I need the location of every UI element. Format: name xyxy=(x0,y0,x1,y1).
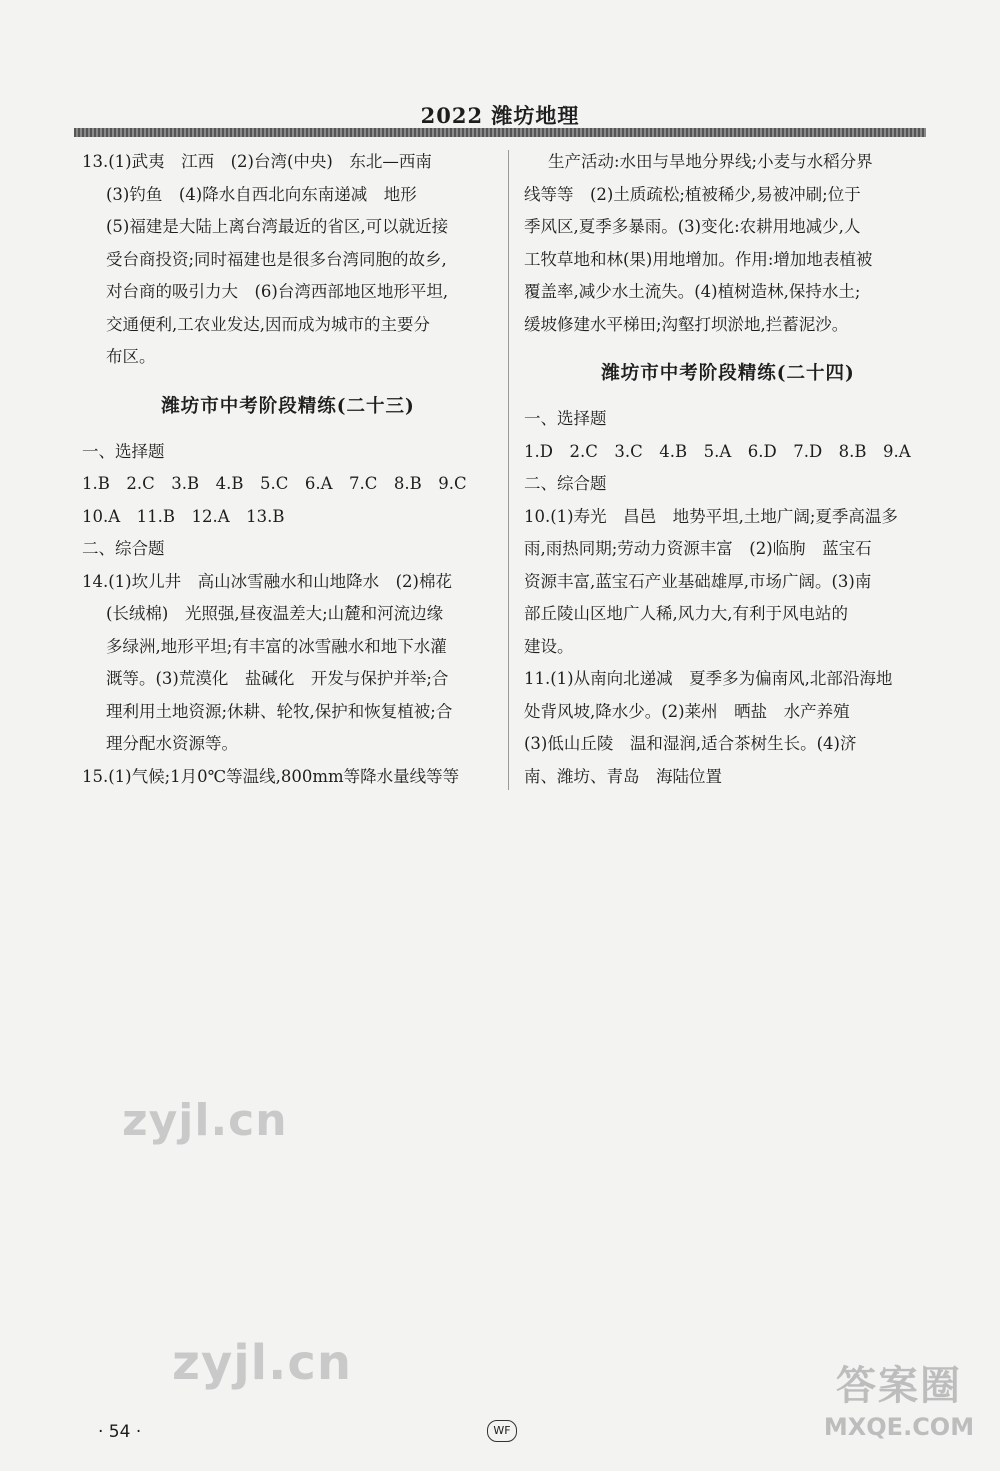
header-divider xyxy=(74,128,926,137)
answer-line: 10.(1)寿光 昌邑 地势平坦,土地广阔;夏季高温多 xyxy=(524,506,898,526)
column-divider xyxy=(508,150,509,790)
stamp-text: 答案圈 xyxy=(836,1363,962,1409)
answer-line: 溉等。(3)荒漠化 盐碱化 开发与保护并举;合 xyxy=(106,669,449,688)
answer-line: 布区。 xyxy=(106,347,156,366)
answer-line: 线等等 (2)土质疏松;植被稀少,易被冲刷;位于 xyxy=(524,184,861,204)
answer-line: 多绿洲,地形平坦;有丰富的冰雪融水和地下水灌 xyxy=(106,636,447,656)
page-number: · 54 · xyxy=(98,1422,142,1442)
answer-line: 11.(1)从南向北递减 夏季多为偏南风,北部沿海地 xyxy=(524,669,893,688)
left-column xyxy=(82,146,494,793)
answer-line: 15.(1)气候;1月0℃等温线,800mm等降水量线等等 xyxy=(82,766,460,786)
answer-line: (3)低山丘陵 温和湿润,适合茶树生长。(4)济 xyxy=(524,734,857,753)
answer-line: (3)钓鱼 (4)降水自西北向东南递减 地形 xyxy=(106,184,417,204)
answer-line: 二、综合题 xyxy=(82,539,165,558)
section-title: 潍坊市中考阶段精练(二十四) xyxy=(601,363,855,384)
answer-line: 1.B 2.C 3.B 4.B 5.C 6.A 7.C 8.B 9.C xyxy=(82,474,467,493)
right-column xyxy=(524,146,932,793)
page-header-title: 2022 潍坊地理 xyxy=(420,103,580,128)
answer-line: 资源丰富,蓝宝石产业基础雄厚,市场广阔。(3)南 xyxy=(524,571,872,591)
answer-line: 一、选择题 xyxy=(82,441,165,461)
answer-line: 季风区,夏季多暴雨。(3)变化:农耕用地减少,人 xyxy=(524,217,861,236)
answer-line: 生产活动:水田与旱地分界线;小麦与水稻分界 xyxy=(548,152,873,171)
answer-line: 交通便利,工农业发达,因而成为城市的主要分 xyxy=(106,314,430,334)
answer-line: 建设。 xyxy=(524,636,574,656)
answer-line: 13.(1)武夷 江西 (2)台湾(中央) 东北—西南 xyxy=(82,152,432,171)
answer-line: 工牧草地和林(果)用地增加。作用:增加地表植被 xyxy=(524,249,873,269)
answer-line: (5)福建是大陆上离台湾最近的省区,可以就近接 xyxy=(106,217,449,236)
watermark: zyjl.cn xyxy=(122,1095,288,1146)
answer-line: 部丘陵山区地广人稀,风力大,有利于风电站的 xyxy=(524,604,848,623)
answer-line: 14.(1)坎儿井 高山冰雪融水和山地降水 (2)棉花 xyxy=(82,571,452,591)
watermark-stamp xyxy=(806,1360,992,1460)
answer-line: 对台商的吸引力大 (6)台湾西部地区地形平坦, xyxy=(106,282,449,301)
answer-line: 处背风坡,降水少。(2)莱州 晒盐 水产养殖 xyxy=(524,701,850,721)
watermark: zyjl.cn xyxy=(172,1335,352,1391)
answer-line: 受台商投资;同时福建也是很多台湾同胞的故乡, xyxy=(106,249,447,269)
stamp-url: MXQE.COM xyxy=(823,1413,975,1441)
answer-line: 10.A 11.B 12.A 13.B xyxy=(82,506,285,526)
answer-line: 理利用土地资源;休耕、轮牧,保护和恢复植被;合 xyxy=(106,701,453,721)
answer-line: 缓坡修建水平梯田;沟壑打坝淤地,拦蓄泥沙。 xyxy=(524,314,849,334)
answer-line: 1.D 2.C 3.C 4.B 5.A 6.D 7.D 8.B 9.A xyxy=(524,441,911,461)
answer-line: 覆盖率,减少水土流失。(4)植树造林,保持水土; xyxy=(524,282,861,301)
section-title: 潍坊市中考阶段精练(二十三) xyxy=(161,395,415,417)
answer-line: (长绒棉) 光照强,昼夜温差大;山麓和河流边缘 xyxy=(106,604,444,623)
answer-line: 雨,雨热同期;劳动力资源丰富 (2)临朐 蓝宝石 xyxy=(524,539,872,558)
answer-line: 一、选择题 xyxy=(524,409,607,428)
publisher-logo: WF xyxy=(487,1420,517,1442)
answer-line: 二、综合题 xyxy=(524,474,607,493)
answer-line: 南、潍坊、青岛 海陆位置 xyxy=(524,766,722,786)
answer-line: 理分配水资源等。 xyxy=(106,734,238,753)
